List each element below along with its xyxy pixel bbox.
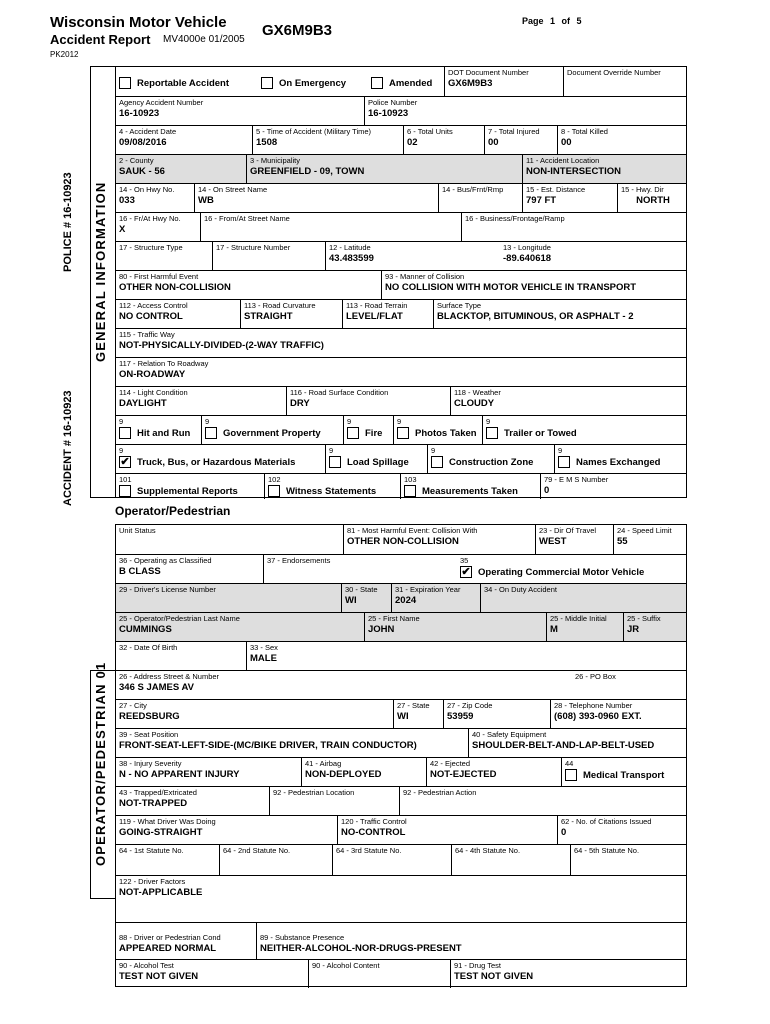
unit-status-row (116, 525, 686, 554)
road-curvature-field: 113 - Road Curvature STRAIGHT (240, 300, 342, 328)
most-harmful-event-field: 81 - Most Harmful Event: Collision With OTHER NON-COLLISION (343, 525, 535, 554)
report-flags-row: Reportable Accident On Emergency Amended DOT Document Number GX6M9B3 Document Override Number (116, 67, 686, 96)
statute-1-field: 64 - 1st Statute No. (119, 846, 184, 855)
statute-5-field: 64 - 5th Statute No. (570, 845, 688, 875)
witness-statements-checkbox[interactable] (268, 485, 280, 497)
road-surface-condition-field: 116 - Road Surface Condition DRY (286, 387, 450, 415)
surface-type-field: Surface Type BLACKTOP, BITUMINOUS, OR ASPHALT - 2 (433, 300, 688, 328)
relation-row (116, 357, 686, 386)
citations-issued-field: 62 - No. of Citations Issued 0 (557, 816, 688, 844)
agency-row (116, 96, 686, 125)
name-row (116, 612, 686, 641)
photos-taken-checkbox[interactable] (397, 427, 409, 439)
ejected-field: 42 - Ejected NOT-EJECTED (426, 758, 561, 786)
page-indicator: Page 1 of 5 (522, 16, 582, 26)
road-row (116, 299, 686, 328)
total-injured-field: 7 - Total Injured 00 (484, 126, 557, 154)
speed-limit-field: 24 - Speed Limit 55 (613, 525, 688, 554)
expiration-year-field: 31 - Expiration Year 2024 (391, 584, 480, 612)
on-street-field: 14 - On Street Name WB (194, 184, 438, 212)
from-at-street-field: 16 - From/At Street Name (200, 213, 461, 241)
substance-presence-field: 89 - Substance Presence NEITHER-ALCOHOL-NOR-DRUGS-PRESENT (256, 923, 688, 959)
drug-test-field: 91 - Drug Test TEST NOT GIVEN (450, 960, 688, 988)
injury-row: 38 - Injury Severity N - NO APPARENT INJURY 41 - Airbag NON-DEPLOYED 42 - Ejected NOT-EJECTED 44 Medical Transport (116, 757, 686, 786)
police-number-field: Police Number 16-10923 (364, 97, 688, 125)
general-information-block (115, 66, 687, 498)
agency-accident-number-field: Agency Accident Number 16-10923 (119, 98, 204, 119)
operator-section-frame (90, 670, 115, 899)
reportable-accident-checkbox[interactable] (119, 77, 131, 89)
last-name-field: 25 - Operator/Pedestrian Last Name CUMMINGS (119, 614, 240, 635)
fire-checkbox[interactable] (347, 427, 359, 439)
load-spillage-checkbox[interactable] (329, 456, 341, 468)
accident-number-side-label: ACCIDENT # 16-10923 (62, 390, 74, 506)
license-state-field: 30 - State WI (341, 584, 391, 612)
county-row (116, 154, 686, 183)
operating-class-field: 36 - Operating as Classified B CLASS (119, 556, 212, 577)
structure-type-field: 17 - Structure Type (119, 243, 183, 252)
trapped-extricated-field: 43 - Trapped/Extricated NOT-TRAPPED (119, 788, 197, 809)
on-hwy-field: 14 - On Hwy No. 033 (119, 185, 175, 206)
hwy-dir-field: 15 - Hwy. Dir NORTH (617, 184, 688, 212)
middle-initial-field: 25 - Middle Initial M (546, 613, 623, 641)
dob-row (116, 641, 686, 670)
date-of-birth-field: 32 - Date Of Birth (119, 643, 178, 652)
traffic-way-row (116, 328, 686, 357)
safety-equipment-field: 40 - Safety Equipment SHOULDER-BELT-AND-LAP-BELT-USED (468, 729, 688, 757)
flags-row-2: 9 ✔ Truck, Bus, or Hazardous Materials 9 Load Spillage 9 Construction Zone 9 Names Exchanged (116, 444, 686, 473)
form-title: Wisconsin Motor Vehicle (50, 14, 227, 31)
statute-4-field: 64 - 4th Statute No. (451, 845, 570, 875)
address-state-field: 27 - State WI (393, 700, 443, 728)
access-control-field: 112 - Access Control NO CONTROL (119, 301, 188, 322)
what-driver-was-doing-field: 119 - What Driver Was Doing GOING-STRAIGHT (119, 817, 216, 838)
accident-date-field: 4 - Accident Date 09/08/2016 (119, 127, 177, 148)
driver-factors-field: 122 - Driver Factors NOT-APPLICABLE (119, 877, 203, 898)
city-field: 27 - City REEDSBURG (119, 701, 180, 722)
pedestrian-location-field: 92 - Pedestrian Location (269, 787, 399, 815)
municipality-field: 3 - Municipality GREENFIELD - 09, TOWN (246, 155, 522, 183)
alcohol-row (116, 959, 686, 988)
pedestrian-action-field: 92 - Pedestrian Action (399, 787, 688, 815)
injury-severity-field: 38 - Injury Severity N - NO APPARENT INJURY (119, 759, 240, 780)
accident-time-field: 5 - Time of Accident (Military Time) 1508 (252, 126, 403, 154)
document-id: GX6M9B3 (262, 22, 333, 39)
longitude-field: 13 - Longitude -89.640618 (503, 243, 552, 264)
license-row (116, 583, 686, 612)
trapped-row (116, 786, 686, 815)
general-information-section-label: GENERAL INFORMATION (93, 181, 108, 362)
relation-to-roadway-field: 117 - Relation To Roadway ON-ROADWAY (119, 359, 209, 380)
date-row (116, 125, 686, 154)
on-emergency-checkbox[interactable] (261, 77, 273, 89)
document-override-field: Document Override Number (563, 67, 688, 96)
names-exchanged-checkbox[interactable] (558, 456, 570, 468)
general-section-frame (90, 66, 115, 498)
statute-2-field: 64 - 2nd Statute No. (219, 845, 332, 875)
county-field: 2 - County SAUK - 56 (119, 156, 165, 177)
condition-row (116, 922, 686, 959)
on-duty-accident-field: 34 - On Duty Accident (480, 584, 688, 612)
driver-condition-field: 88 - Driver or Pedestrian Cond APPEARED NORMAL (119, 933, 221, 954)
structure-number-field: 17 - Structure Number (212, 242, 325, 270)
alcohol-content-field: 90 - Alcohol Content (308, 960, 450, 988)
address-row (116, 670, 686, 699)
harmful-event-row (116, 270, 686, 299)
from-at-hwy-field: 16 - Fr/At Hwy No. X (119, 214, 181, 235)
total-units-field: 6 - Total Units 02 (403, 126, 484, 154)
police-number-side-label: POLICE # 16-10923 (62, 172, 74, 272)
class-row: 36 - Operating as Classified B CLASS 37 - Endorsements 35 ✔ Operating Commercial Motor Vehicle (116, 554, 686, 583)
zip-code-field: 27 - Zip Code 53959 (443, 700, 550, 728)
light-condition-field: 114 - Light Condition DAYLIGHT (119, 388, 188, 409)
dot-document-number-field: DOT Document Number GX6M9B3 (444, 67, 563, 96)
construction-zone-checkbox[interactable] (431, 456, 443, 468)
first-name-field: 25 - First Name JOHN (364, 613, 546, 641)
form-number: MV4000e 01/2005 (163, 34, 245, 45)
driver-factors-row (116, 875, 686, 922)
license-number-field: 29 - Driver's License Number (119, 585, 216, 594)
medical-transport-checkbox[interactable] (565, 769, 577, 781)
form-subtitle: Accident Report (50, 32, 151, 47)
operator-pedestrian-block (115, 524, 687, 987)
on-highway-row (116, 183, 686, 212)
structure-row (116, 241, 686, 270)
po-box-field: 26 - PO Box (575, 672, 616, 681)
measurements-taken-checkbox[interactable] (404, 485, 416, 497)
weather-field: 118 - Weather CLOUDY (450, 387, 688, 415)
conditions-row (116, 386, 686, 415)
road-terrain-field: 113 - Road Terrain LEVEL/FLAT (342, 300, 433, 328)
seat-row (116, 728, 686, 757)
traffic-control-field: 120 - Traffic Control NO-CONTROL (337, 816, 557, 844)
manner-of-collision-field: 93 - Manner of Collision NO COLLISION WITH MOTOR VEHICLE IN TRANSPORT (381, 271, 688, 299)
statute-row (116, 844, 686, 875)
statute-3-field: 64 - 3rd Statute No. (332, 845, 451, 875)
flags-row-1: 9 Hit and Run 9 Government Property 9 Fire 9 Photos Taken 9 Trailer or Towed (116, 415, 686, 444)
latitude-field: 12 - Latitude 43.483599 (325, 242, 500, 270)
pk-code: PK2012 (50, 50, 79, 59)
city-row (116, 699, 686, 728)
alcohol-test-field: 90 - Alcohol Test TEST NOT GIVEN (119, 961, 199, 982)
supplemental-reports-checkbox[interactable] (119, 485, 131, 497)
business-frontage-field: 16 - Business/Frontage/Ramp (461, 213, 688, 241)
ems-number-field: 79 - E M S Number 0 (540, 474, 688, 499)
operator-pedestrian-section-label: OPERATOR/PEDESTRIAN 01 (93, 661, 108, 866)
endorsements-field: 37 - Endorsements (263, 555, 457, 583)
traffic-way-field: 115 - Traffic Way NOT-PHYSICALLY-DIVIDED-(2-WAY TRAFFIC) (119, 330, 324, 351)
accident-location-field: 11 - Accident Location NON-INTERSECTION (522, 155, 688, 183)
hit-and-run-checkbox[interactable] (119, 427, 131, 439)
airbag-field: 41 - Airbag NON-DEPLOYED (301, 758, 426, 786)
government-property-checkbox[interactable] (205, 427, 217, 439)
amended-checkbox[interactable] (371, 77, 383, 89)
telephone-field: 28 - Telephone Number (608) 393-0960 EXT. (550, 700, 688, 728)
sex-field: 33 - Sex MALE (246, 642, 688, 670)
seat-position-field: 39 - Seat Position FRONT-SEAT-LEFT-SIDE-(MC/BIKE DRIVER, TRAIN CONDUCTOR) (119, 730, 417, 751)
from-at-row (116, 212, 686, 241)
est-distance-field: 15 - Est. Distance 797 FT (522, 184, 617, 212)
first-harmful-event-field: 80 - First Harmful Event OTHER NON-COLLISION (119, 272, 231, 293)
direction-of-travel-field: 23 - Dir Of Travel WEST (535, 525, 613, 554)
commercial-motor-vehicle-checkbox[interactable]: ✔ (461, 566, 471, 578)
suffix-field: 25 - Suffix JR (623, 613, 688, 641)
driver-action-row (116, 815, 686, 844)
trailer-or-towed-checkbox[interactable] (486, 427, 498, 439)
operator-pedestrian-heading: Operator/Pedestrian (115, 504, 231, 518)
unit-status-field: Unit Status (119, 526, 156, 535)
flags-row-3: 101 Supplemental Reports 102 Witness Statements 103 Measurements Taken 79 - E M S Number 0 (116, 473, 686, 499)
address-field: 26 - Address Street & Number 346 S JAMES AV (119, 672, 220, 693)
bus-frnt-rmp-field: 14 - Bus/Frnt/Rmp (438, 184, 522, 212)
truck-bus-hazmat-checkbox[interactable]: ✔ (120, 456, 130, 468)
total-killed-field: 8 - Total Killed 00 (557, 126, 688, 154)
